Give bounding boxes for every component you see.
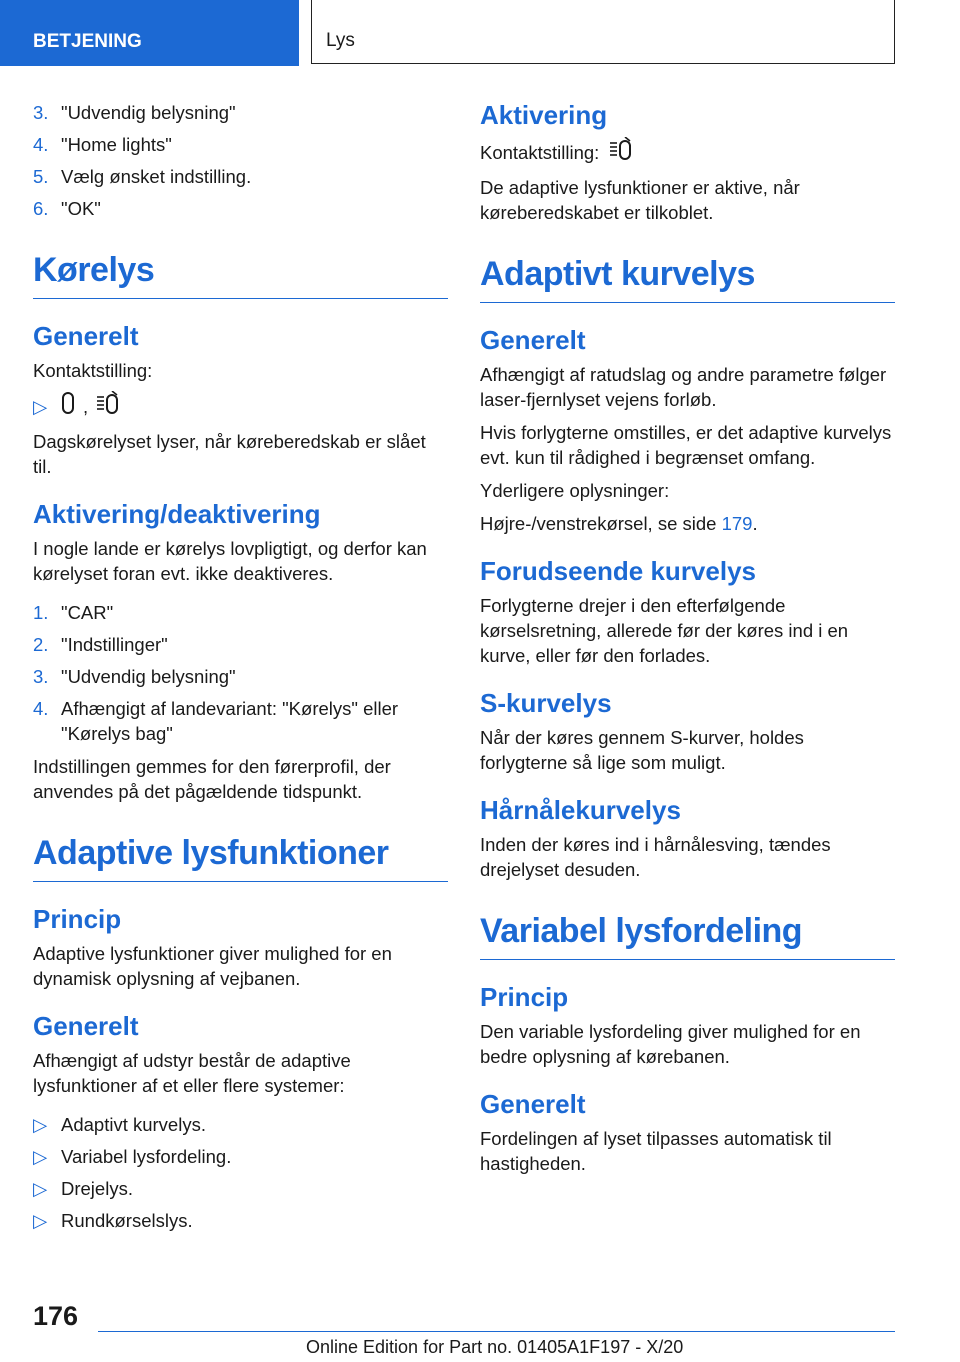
paragraph: Afhængigt af udstyr består de adaptive lysfunktioner af et eller flere systemer: — [33, 1050, 351, 1096]
page-link[interactable]: 179 — [721, 513, 753, 534]
step-number: 6. — [33, 198, 49, 219]
paragraph: Forlygterne drejer i den efterfølgende kørselsretning, allerede før der køres ind i en kurve, eller før den forlades. — [480, 595, 849, 666]
icon-separator: , — [83, 395, 89, 417]
list-item — [33, 1112, 448, 1137]
list-item — [33, 164, 448, 189]
switch-position-row — [33, 391, 448, 421]
list-item — [33, 196, 448, 221]
step-number: 4. — [33, 698, 49, 719]
list-item — [33, 100, 448, 125]
section-heading-adaptive: Adaptive lysfunktioner — [33, 834, 448, 882]
paragraph: I nogle lande er kørelys lovpligtigt, og derfor kan kørelyset foran evt. ikke deaktiveres. — [33, 538, 427, 584]
paragraph: Indstillingen gemmes for den førerprofil, der anvendes på det pågældende tidspunkt. — [33, 756, 391, 802]
subheading-generelt: Generelt — [33, 1011, 139, 1041]
bullet-text: Adaptivt kurvelys. — [61, 1114, 206, 1135]
step-text: "Udvendig belysning" — [61, 102, 236, 123]
left-column — [33, 100, 448, 1241]
header-chapter — [311, 0, 895, 64]
paragraph: Dagskørelyset lyser, når køreberedskab er slået til. — [33, 431, 426, 477]
switch-position-row — [480, 137, 895, 167]
paragraph: Afhængigt af ratudslag og andre parametre følger laser-fjernlyset vejens forløb. — [480, 364, 887, 410]
section-heading-kurvelys: Adaptivt kurvelys — [480, 255, 895, 303]
bullet-text: Rundkørselslys. — [61, 1210, 193, 1231]
bullet-marker: ▷ — [33, 1114, 48, 1135]
step-text: Afhængigt af landevariant: "Kørelys" eller "Kørelys bag" — [61, 698, 399, 744]
paragraph: Kontaktstilling: — [33, 360, 153, 381]
subheading-s-kurvelys: S-kurvelys — [480, 688, 612, 718]
step-text: Vælg ønsket indstilling. — [61, 166, 252, 187]
paragraph: Når der køres gennem S-kurver, holdes forlygterne så lige som muligt. — [480, 727, 804, 773]
step-number: 3. — [33, 102, 49, 123]
bullet-text: Variabel lysfordeling. — [61, 1146, 232, 1167]
paragraph: Fordelingen af lyset tilpasses automatisk til hastigheden. — [480, 1128, 832, 1174]
section-heading-variabel: Variabel lysfordeling — [480, 912, 895, 960]
step-number: 5. — [33, 166, 49, 187]
section-heading-korelys: Kørelys — [33, 251, 448, 299]
drive-ready-icon — [609, 137, 633, 167]
step-number: 1. — [33, 602, 49, 623]
list-item — [33, 1176, 448, 1201]
step-text: "Udvendig belysning" — [61, 666, 236, 687]
paragraph: Den variable lysfordeling giver mulighed for en bedre oplysning af kørebanen. — [480, 1021, 861, 1067]
subheading-haarnaale: Hårnålekurvelys — [480, 795, 681, 825]
section-title: BETJENING — [33, 31, 142, 52]
paragraph: Adaptive lysfunktioner giver mulighed for en dynamisk oplysning af vejbanen. — [33, 943, 392, 989]
list-item — [33, 664, 448, 689]
step-text: "CAR" — [61, 602, 114, 623]
step-number: 4. — [33, 134, 49, 155]
subheading-generelt: Generelt — [480, 1089, 586, 1119]
footer-divider — [98, 1331, 895, 1332]
page-number: 176 — [33, 1301, 79, 1331]
right-column — [480, 100, 895, 1184]
bullet-marker: ▷ — [33, 395, 48, 417]
list-item — [33, 600, 448, 625]
header-section — [0, 0, 299, 66]
paragraph — [480, 511, 895, 536]
paragraph: Yderligere oplysninger: — [480, 480, 670, 501]
paragraph: Kontaktstilling: — [480, 141, 600, 163]
bullet-marker: ▷ — [33, 1210, 48, 1231]
step-text: "OK" — [61, 198, 101, 219]
step-text: "Indstillinger" — [61, 634, 168, 655]
korelys-steps — [33, 600, 448, 746]
step-number: 3. — [33, 666, 49, 687]
systems-list — [33, 1112, 448, 1233]
footer-edition: Online Edition for Part no. 01405A1F197 - X/20 — [306, 1337, 684, 1357]
bullet-marker: ▷ — [33, 1146, 48, 1167]
drive-ready-icon — [96, 391, 120, 421]
paragraph: Hvis forlygterne omstilles, er det adaptive kurvelys evt. kun til rådighed i begrænset omfang. — [480, 422, 892, 468]
chapter-title: Lys — [326, 30, 355, 51]
subheading-generelt: Generelt — [33, 321, 139, 351]
subheading-forudseende: Forudseende kurvelys — [480, 556, 756, 586]
home-lights-steps — [33, 100, 448, 221]
step-number: 2. — [33, 634, 49, 655]
paragraph: De adaptive lysfunktioner er aktive, når køreberedskabet er tilkoblet. — [480, 177, 800, 223]
standby-icon — [61, 391, 75, 421]
subheading-aktivering: Aktivering — [480, 100, 608, 130]
bullet-marker: ▷ — [33, 1178, 48, 1199]
list-item — [33, 1208, 448, 1233]
list-item — [33, 132, 448, 157]
subheading-generelt: Generelt — [480, 325, 586, 355]
list-item — [33, 696, 448, 746]
subheading-princip: Princip — [33, 904, 122, 934]
subheading-aktivering-deaktivering: Aktivering/deaktivering — [33, 499, 321, 529]
paragraph-text: Højre-/venstrekørsel, se side — [480, 513, 717, 534]
list-item — [33, 632, 448, 657]
list-item — [33, 1144, 448, 1169]
subheading-princip: Princip — [480, 982, 569, 1012]
paragraph-text: . — [752, 513, 758, 534]
step-text: "Home lights" — [61, 134, 172, 155]
paragraph: Inden der køres ind i hårnålesving, tændes drejelyset desuden. — [480, 834, 831, 880]
bullet-text: Drejelys. — [61, 1178, 133, 1199]
